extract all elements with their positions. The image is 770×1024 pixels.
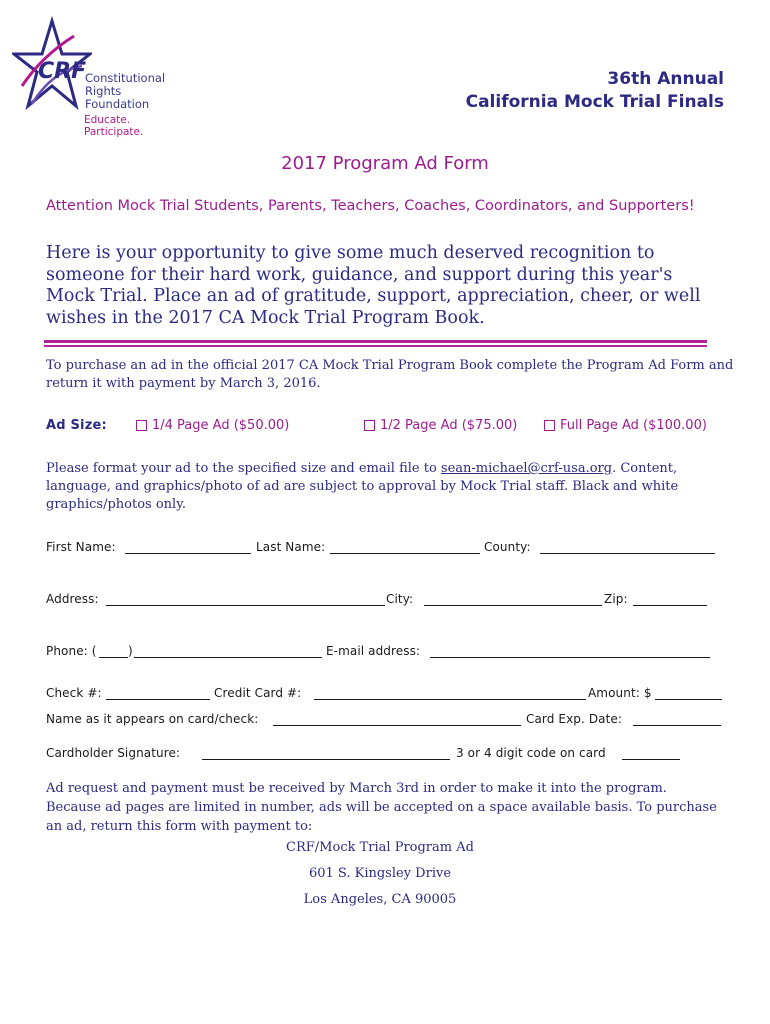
mailing-line-1: CRF/Mock Trial Program Ad — [286, 840, 474, 855]
checkbox-icon[interactable] — [364, 420, 375, 431]
divider-bottom — [44, 345, 707, 347]
attention-text: Attention Mock Trial Students, Parents, Teachers, Coaches, Coordinators, and Supporters! — [46, 198, 695, 214]
credit-card-label: Credit Card #: — [214, 686, 302, 700]
digit-code-field[interactable] — [622, 759, 680, 760]
credit-card-field[interactable] — [314, 699, 586, 700]
mailing-line-2: 601 S. Kingsley Drive — [308, 866, 452, 881]
zip-label: Zip: — [604, 592, 628, 606]
intro-paragraph: Here is your opportunity to give some much deserved recognition to someone for their hard work, guidance, and support during this year's Mock Trial. Place an ad of gratitude, support, appreciation, cheer, or well wishes in the 2017 CA Mock Trial Program Book. — [46, 243, 701, 328]
signature-field[interactable] — [202, 759, 450, 760]
phone-label: Phone: ( — [46, 644, 97, 658]
email-field[interactable] — [430, 657, 710, 658]
format-instructions — [46, 460, 736, 514]
closing-paragraph: Ad request and payment must be received by March 3rd in order to make it into the program. Because ad pages are limited in number, ads will be accepted on a space available basis. To purchase an ad, return this form with payment to: — [46, 781, 717, 834]
checkbox-icon[interactable] — [544, 420, 555, 431]
address-label: Address: — [46, 592, 99, 606]
phone-area-code-field[interactable] — [99, 657, 128, 658]
format-text-after: . Content, language, and graphics/photo of ad are subject to approval by Mock Trial staff. Black and white graphics/photos only. — [46, 461, 679, 512]
last-name-field[interactable] — [330, 553, 480, 554]
check-number-field[interactable] — [106, 699, 210, 700]
divider-top — [44, 340, 707, 343]
checkbox-icon[interactable] — [136, 420, 147, 431]
ad-option-full-label: Full Page Ad ($100.00) — [560, 418, 707, 433]
logo-line-3: Foundation — [85, 97, 150, 111]
county-field[interactable] — [540, 553, 715, 554]
ad-option-half-label: 1/2 Page Ad ($75.00) — [380, 418, 518, 433]
county-label: County: — [484, 540, 531, 554]
amount-label: Amount: $ — [588, 686, 652, 700]
card-exp-field[interactable] — [633, 725, 721, 726]
header-line-1: 36th Annual — [607, 69, 724, 89]
crf-logo — [12, 16, 192, 138]
logo-line-1: Constitutional — [85, 71, 166, 85]
check-label: Check #: — [46, 686, 102, 700]
ad-option-quarter[interactable] — [136, 418, 289, 433]
amount-field[interactable] — [655, 699, 722, 700]
svg-text:CRF: CRF — [38, 59, 87, 84]
ad-size-label: Ad Size: — [46, 418, 107, 433]
city-field[interactable] — [424, 605, 602, 606]
phone-paren-close: ) — [128, 644, 133, 658]
last-name-label: Last Name: — [256, 540, 326, 554]
logo-line-2: Rights — [85, 84, 122, 98]
first-name-label: First Name: — [46, 540, 116, 554]
format-text-before: Please format your ad to the specified size and email file to — [46, 461, 441, 476]
ad-option-half[interactable] — [364, 418, 517, 433]
ad-option-quarter-label: 1/4 Page Ad ($50.00) — [152, 418, 290, 433]
name-on-card-label: Name as it appears on card/check: — [46, 712, 259, 726]
first-name-field[interactable] — [125, 553, 251, 554]
header-line-2: California Mock Trial Finals — [465, 92, 724, 112]
digit-code-label: 3 or 4 digit code on card — [456, 746, 606, 760]
mailing-line-3: Los Angeles, CA 90005 — [303, 892, 457, 907]
zip-field[interactable] — [633, 605, 707, 606]
crf-star-icon — [12, 16, 92, 116]
logo-tagline: Educate. Participate. — [84, 114, 144, 138]
page-title: 2017 Program Ad Form — [281, 153, 489, 174]
address-field[interactable] — [106, 605, 385, 606]
email-link[interactable]: sean-michael@crf-usa.org — [440, 461, 613, 476]
city-label: City: — [386, 592, 414, 606]
name-on-card-field[interactable] — [273, 725, 521, 726]
ad-option-full[interactable] — [544, 418, 707, 433]
phone-field[interactable] — [134, 657, 322, 658]
purchase-instructions: To purchase an ad in the official 2017 CA Mock Trial Program Book complete the Program Ad Form and return it with payment by March 3, 2016. — [46, 358, 734, 391]
email-label: E-mail address: — [326, 644, 421, 658]
card-exp-label: Card Exp. Date: — [526, 712, 623, 726]
signature-label: Cardholder Signature: — [46, 746, 181, 760]
